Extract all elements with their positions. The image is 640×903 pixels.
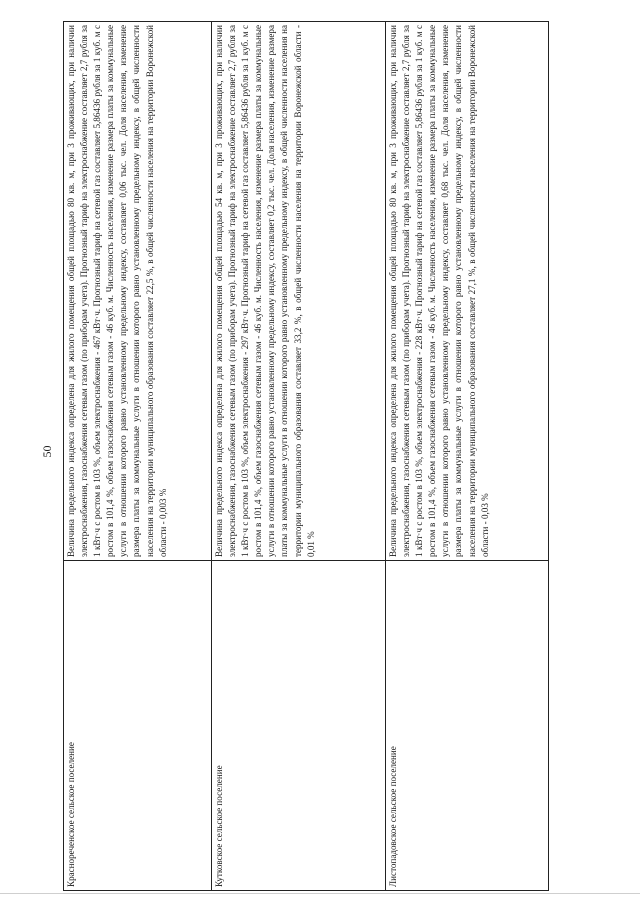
- page-number: 50: [40, 445, 54, 458]
- settlement-name-cell: Краснореченское сельское поселение: [64, 561, 212, 891]
- settlement-name-cell: Кутковское сельское поселение: [212, 561, 386, 891]
- scan-edge-line: [0, 893, 640, 894]
- table-row: [386, 22, 549, 891]
- settlement-name-cell: Листопадовское сельское поселение: [386, 561, 549, 891]
- settlements-table: [63, 21, 549, 891]
- index-description-cell: Величина предельного индекса определена для жилого помещения общей площадью 80 кв. м, при 3 проживающих, при наличии электроснабжения, газоснабжения сетевым газом (по приборам учета). Прогнозный тариф на электроснабжение составляет 2,7 рубля за 1 кВт·ч с ростом в 103 %, объем электроснабжения - 228 кВт·ч. Прогнозный тариф на сетевой газ составляет 5,86436 рубля за 1 куб. м с ростом в 101,4 %, объем газоснабжения сетевым газом - 46 куб. м. Численность населения, изменение размера платы за коммунальные услуги в отношении которого равно установленному предельному индексу, составляет 0,68 тыс. чел. Доля населения, изменение размера платы за коммунальные услуги в отношении которого равно установленному предельному индексу, в общей численности населения на территории муниципального образования составляет 27,1 %, в общей численности населения на территории Воронежской области - 0,03 %: [386, 22, 549, 561]
- table-row: [64, 22, 212, 891]
- index-description-cell: Величина предельного индекса определена для жилого помещения общей площадью 80 кв. м, при 3 проживающих, при наличии электроснабжения, газоснабжения сетевым газом (по приборам учета). Прогнозный тариф на электроснабжение составляет 2,7 рубля за 1 кВт·ч с ростом в 103 %, объем электроснабжения - 467 кВт·ч. Прогнозный тариф на сетевой газ составляет 5,86436 рубля за 1 куб. м с ростом в 101,4 %, объем газоснабжения сетевым газом - 46 куб. м. Численность населения, изменение размера платы за коммунальные услуги в отношении которого равно установленному предельному индексу, составляет 0,06 тыс. чел. Доля населения, изменение размера платы за коммунальные услуги в отношении которого равно установленному предельному индексу, в общей численности населения на территории муниципального образования составляет 22,5 %, в общей численности населения на территории Воронежской области - 0,003 %: [64, 22, 212, 561]
- index-description-cell: Величина предельного индекса определена для жилого помещения общей площадью 54 кв. м, при 3 проживающих, при наличии электроснабжения, газоснабжения сетевым газом (по приборам учета). Прогнозный тариф на электроснабжение составляет 2,7 рубля за 1 кВт·ч с ростом в 103 %, объем электроснабжения - 297 кВт·ч. Прогнозный тариф на сетевой газ составляет 5,86436 рубля за 1 куб. м с ростом в 101,4 %, объем газоснабжения сетевым газом - 46 куб. м. Численность населения, изменение размера платы за коммунальные услуги в отношении которого равно установленному предельному индексу, составляет 0,2 тыс. чел. Доля населения, изменение размера платы за коммунальные услуги в отношении которого равно установленному предельному индексу, в общей численности населения на территории муниципального образования составляет 33,2 %, в общей численности населения на территории Воронежской области - 0,01 %: [212, 22, 386, 561]
- table-row: [212, 22, 386, 891]
